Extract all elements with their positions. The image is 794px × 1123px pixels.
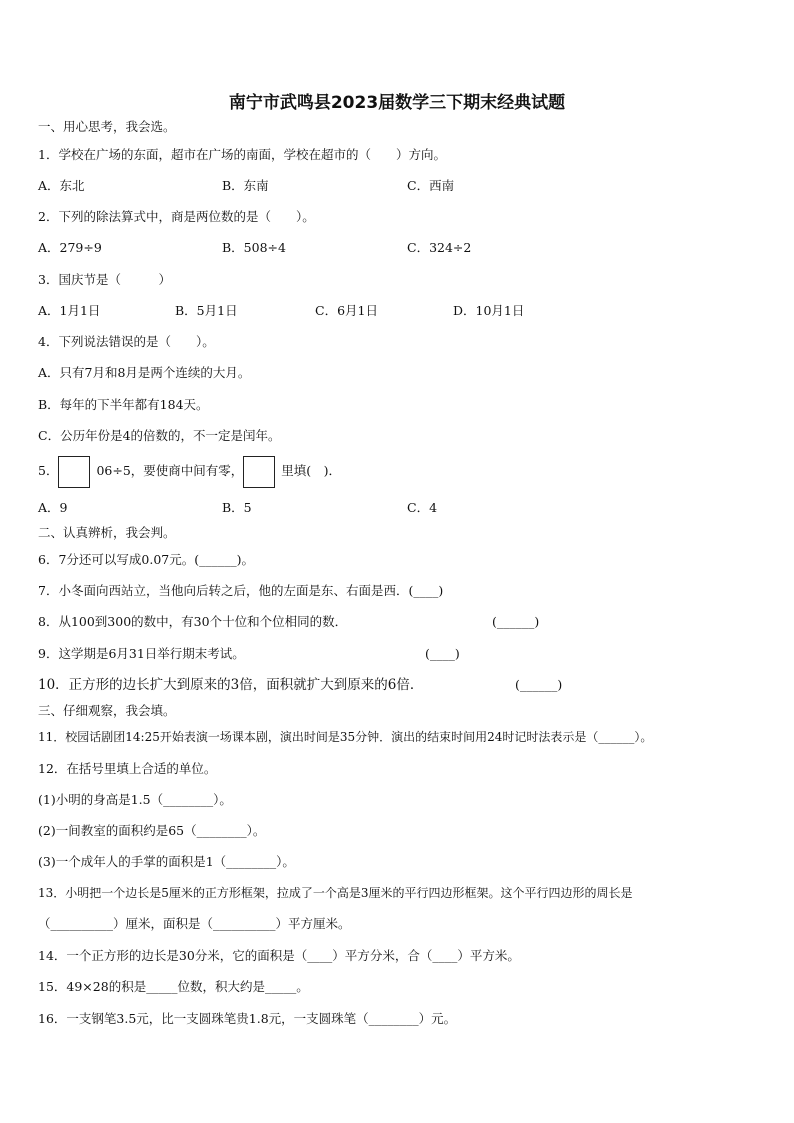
question-4: 4．下列说法错误的是（ ）。: [38, 334, 215, 349]
question-5: [38, 455, 341, 488]
page-title: 南宁市武鸣县2023届数学三下期末经典试题: [228, 93, 566, 113]
q5-option-c: C．4: [407, 500, 438, 515]
section-heading-fill: 三、仔细观察，我会填。: [38, 703, 176, 718]
question-1: 1．学校在广场的东面，超市在广场的南面，学校在超市的（ ）方向。: [38, 147, 446, 162]
q3-option-a: A．1月1日: [38, 303, 101, 318]
question-8: 8．从100到300的数中，有30个十位和个位相同的数．: [38, 614, 348, 629]
question-10: 10．正方形的边长扩大到原来的3倍，面积就扩大到原来的6倍．: [38, 677, 424, 693]
q1-option-a: A．东北: [38, 178, 85, 193]
q12-part-3: (3)一个成年人的手掌的面积是1（________）。: [38, 854, 295, 869]
section-heading-judge: 二、认真辨析，我会判。: [38, 525, 176, 540]
q2-option-c: C．324÷2: [407, 240, 472, 255]
question-2: 2．下列的除法算式中，商是两位数的是（ ）。: [38, 209, 315, 224]
q3-option-b: B．5月1日: [175, 303, 238, 318]
q5-text-end: 里填( )．: [281, 463, 342, 478]
question-13: 13．小明把一个边长是5厘米的正方形框架，拉成了一个高是3厘米的平行四边形框架。这个平行四边形的周长是: [38, 886, 633, 900]
q5-answer-box[interactable]: [58, 456, 90, 488]
question-14: 14．一个正方形的边长是30分米，它的面积是（____）平方分米，合（____）平方米。: [38, 948, 520, 963]
q5-option-a: A．9: [38, 500, 68, 515]
q5-text: 06÷5，要使商中间有零，: [96, 463, 244, 478]
q10-blank: (______): [515, 677, 563, 692]
q1-option-c: C．西南: [407, 178, 455, 193]
q4-option-c: C．公历年份是4的倍数的，不一定是闰年。: [38, 428, 281, 443]
q2-option-a: A．279÷9: [38, 240, 102, 255]
q5-option-b: B．5: [222, 500, 252, 515]
q2-option-b: B．508÷4: [222, 240, 286, 255]
question-11: 11．校园话剧团14:25开始表演一场课本剧，演出时间是35分钟．演出的结束时间用24时记时法表示是（______）。: [38, 730, 653, 744]
q9-blank: (____): [425, 646, 460, 661]
q5-number: 5．: [38, 463, 59, 478]
q12-part-1: (1)小明的身高是1.5（________）。: [38, 792, 232, 807]
question-3: 3．国庆节是（ ）: [38, 272, 171, 287]
question-12: 12．在括号里填上合适的单位。: [38, 761, 217, 776]
question-13-continued: （__________）厘米，面积是（__________）平方厘米。: [38, 916, 351, 931]
q8-blank: (______): [492, 614, 540, 629]
question-9: 9．这学期是6月31日举行期末考试。: [38, 646, 245, 661]
question-16: 16．一支钢笔3.5元，比一支圆珠笔贵1.8元，一支圆珠笔（________）元。: [38, 1011, 457, 1026]
q4-option-a: A．只有7月和8月是两个连续的大月。: [38, 365, 251, 380]
q3-option-c: C．6月1日: [315, 303, 378, 318]
question-7: 7．小冬面向西站立，当他向后转之后，他的左面是东、右面是西．(____): [38, 583, 444, 598]
question-6: 6．7分还可以写成0.07元。(______)。: [38, 552, 254, 567]
question-15: 15．49×28的积是_____位数，积大约是_____。: [38, 979, 309, 994]
q1-option-b: B．东南: [222, 178, 269, 193]
q12-part-2: (2)一间教室的面积约是65（________）。: [38, 823, 266, 838]
q3-option-d: D．10月1日: [453, 303, 525, 318]
q5-answer-box-2[interactable]: [243, 456, 275, 488]
section-heading-choice: 一、用心思考，我会选。: [38, 119, 176, 134]
q4-option-b: B．每年的下半年都有184天。: [38, 397, 209, 412]
